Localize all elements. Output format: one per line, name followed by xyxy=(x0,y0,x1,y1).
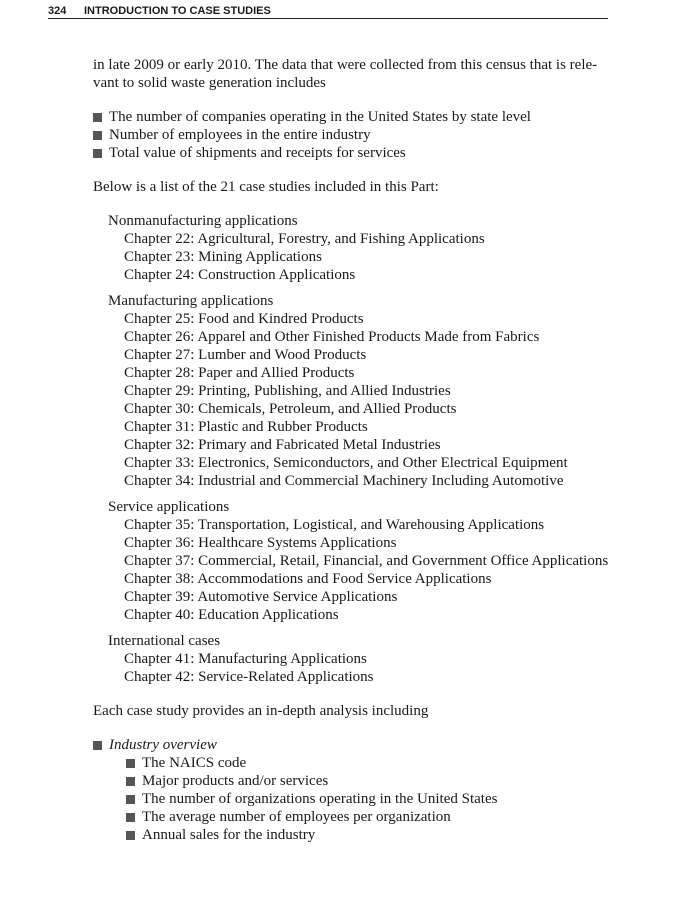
chapter-entry: Chapter 23: Mining Applications xyxy=(124,249,322,265)
square-bullet-icon xyxy=(93,113,102,122)
intro-line-2: vant to solid waste generation includes xyxy=(93,75,326,91)
chapter-entry: Chapter 29: Printing, Publishing, and Allied Industries xyxy=(124,383,451,399)
chapter-entry: Chapter 33: Electronics, Semiconductors, and Other Electrical Equipment xyxy=(124,455,568,471)
chapter-entry: Chapter 36: Healthcare Systems Applications xyxy=(124,535,397,551)
analysis-list xyxy=(93,736,623,844)
intro-line-1: in late 2009 or early 2010. The data that were collected from this census that is rele- xyxy=(93,57,598,73)
list-item: The NAICS code xyxy=(126,754,623,772)
square-bullet-icon xyxy=(93,131,102,140)
chapter-entry: Chapter 26: Apparel and Other Finished Products Made from Fabrics xyxy=(124,329,540,345)
chapter-entry: Chapter 25: Food and Kindred Products xyxy=(124,311,364,327)
group-manufacturing xyxy=(93,292,623,490)
chapter-entry: Chapter 28: Paper and Allied Products xyxy=(124,365,355,381)
case-list-intro: Below is a list of the 21 case studies included in this Part: xyxy=(93,179,439,195)
chapter-entry: Chapter 38: Accommodations and Food Service Applications xyxy=(124,571,492,587)
list-item: Total value of shipments and receipts for services xyxy=(93,144,623,162)
census-data-list xyxy=(93,108,623,162)
chapter-entry: Chapter 40: Education Applications xyxy=(124,607,339,623)
analysis-intro: Each case study provides an in-depth analysis including xyxy=(93,703,429,719)
industry-overview-title: Industry overview xyxy=(109,737,217,753)
page-number: 324 xyxy=(48,5,67,17)
square-bullet-icon xyxy=(126,777,135,786)
chapter-entry: Chapter 31: Plastic and Rubber Products xyxy=(124,419,368,435)
square-bullet-icon xyxy=(126,795,135,804)
list-item: Major products and/or services xyxy=(126,772,623,790)
running-title: INTRODUCTION TO CASE STUDIES xyxy=(84,5,271,17)
chapter-entry: Chapter 24: Construction Applications xyxy=(124,267,356,283)
chapter-entry: Chapter 42: Service-Related Applications xyxy=(124,669,374,685)
list-item: The number of organizations operating in the United States xyxy=(126,790,623,808)
intro-paragraph xyxy=(93,56,623,92)
group-title: Nonmanufacturing applications xyxy=(108,213,298,229)
chapter-entry: Chapter 32: Primary and Fabricated Metal Industries xyxy=(124,437,441,453)
group-title: Manufacturing applications xyxy=(108,293,274,309)
square-bullet-icon xyxy=(126,831,135,840)
running-header xyxy=(48,4,608,19)
chapter-entry: Chapter 37: Commercial, Retail, Financial, and Government Office Applications xyxy=(124,553,609,569)
list-item: The average number of employees per organization xyxy=(126,808,623,826)
chapter-entry: Chapter 35: Transportation, Logistical, and Warehousing Applications xyxy=(124,517,545,533)
square-bullet-icon xyxy=(93,149,102,158)
page-body xyxy=(93,56,623,844)
square-bullet-icon xyxy=(126,759,135,768)
chapter-entry: Chapter 41: Manufacturing Applications xyxy=(124,651,367,667)
group-nonmanufacturing xyxy=(93,212,623,284)
list-item: The number of companies operating in the United States by state level xyxy=(93,108,623,126)
group-service xyxy=(93,498,623,624)
square-bullet-icon xyxy=(126,813,135,822)
list-item xyxy=(93,736,623,844)
chapter-entry: Chapter 39: Automotive Service Applications xyxy=(124,589,398,605)
chapter-entry: Chapter 27: Lumber and Wood Products xyxy=(124,347,367,363)
group-title: Service applications xyxy=(108,499,230,515)
group-international xyxy=(93,632,623,686)
square-bullet-icon xyxy=(93,741,102,750)
chapter-entry: Chapter 30: Chemicals, Petroleum, and Allied Products xyxy=(124,401,457,417)
chapter-entry: Chapter 34: Industrial and Commercial Machinery Including Automotive xyxy=(124,473,564,489)
group-title: International cases xyxy=(108,633,221,649)
list-item: Number of employees in the entire industry xyxy=(93,126,623,144)
chapter-entry: Chapter 22: Agricultural, Forestry, and Fishing Applications xyxy=(124,231,485,247)
industry-overview-items xyxy=(126,754,623,844)
list-item: Annual sales for the industry xyxy=(126,826,623,844)
